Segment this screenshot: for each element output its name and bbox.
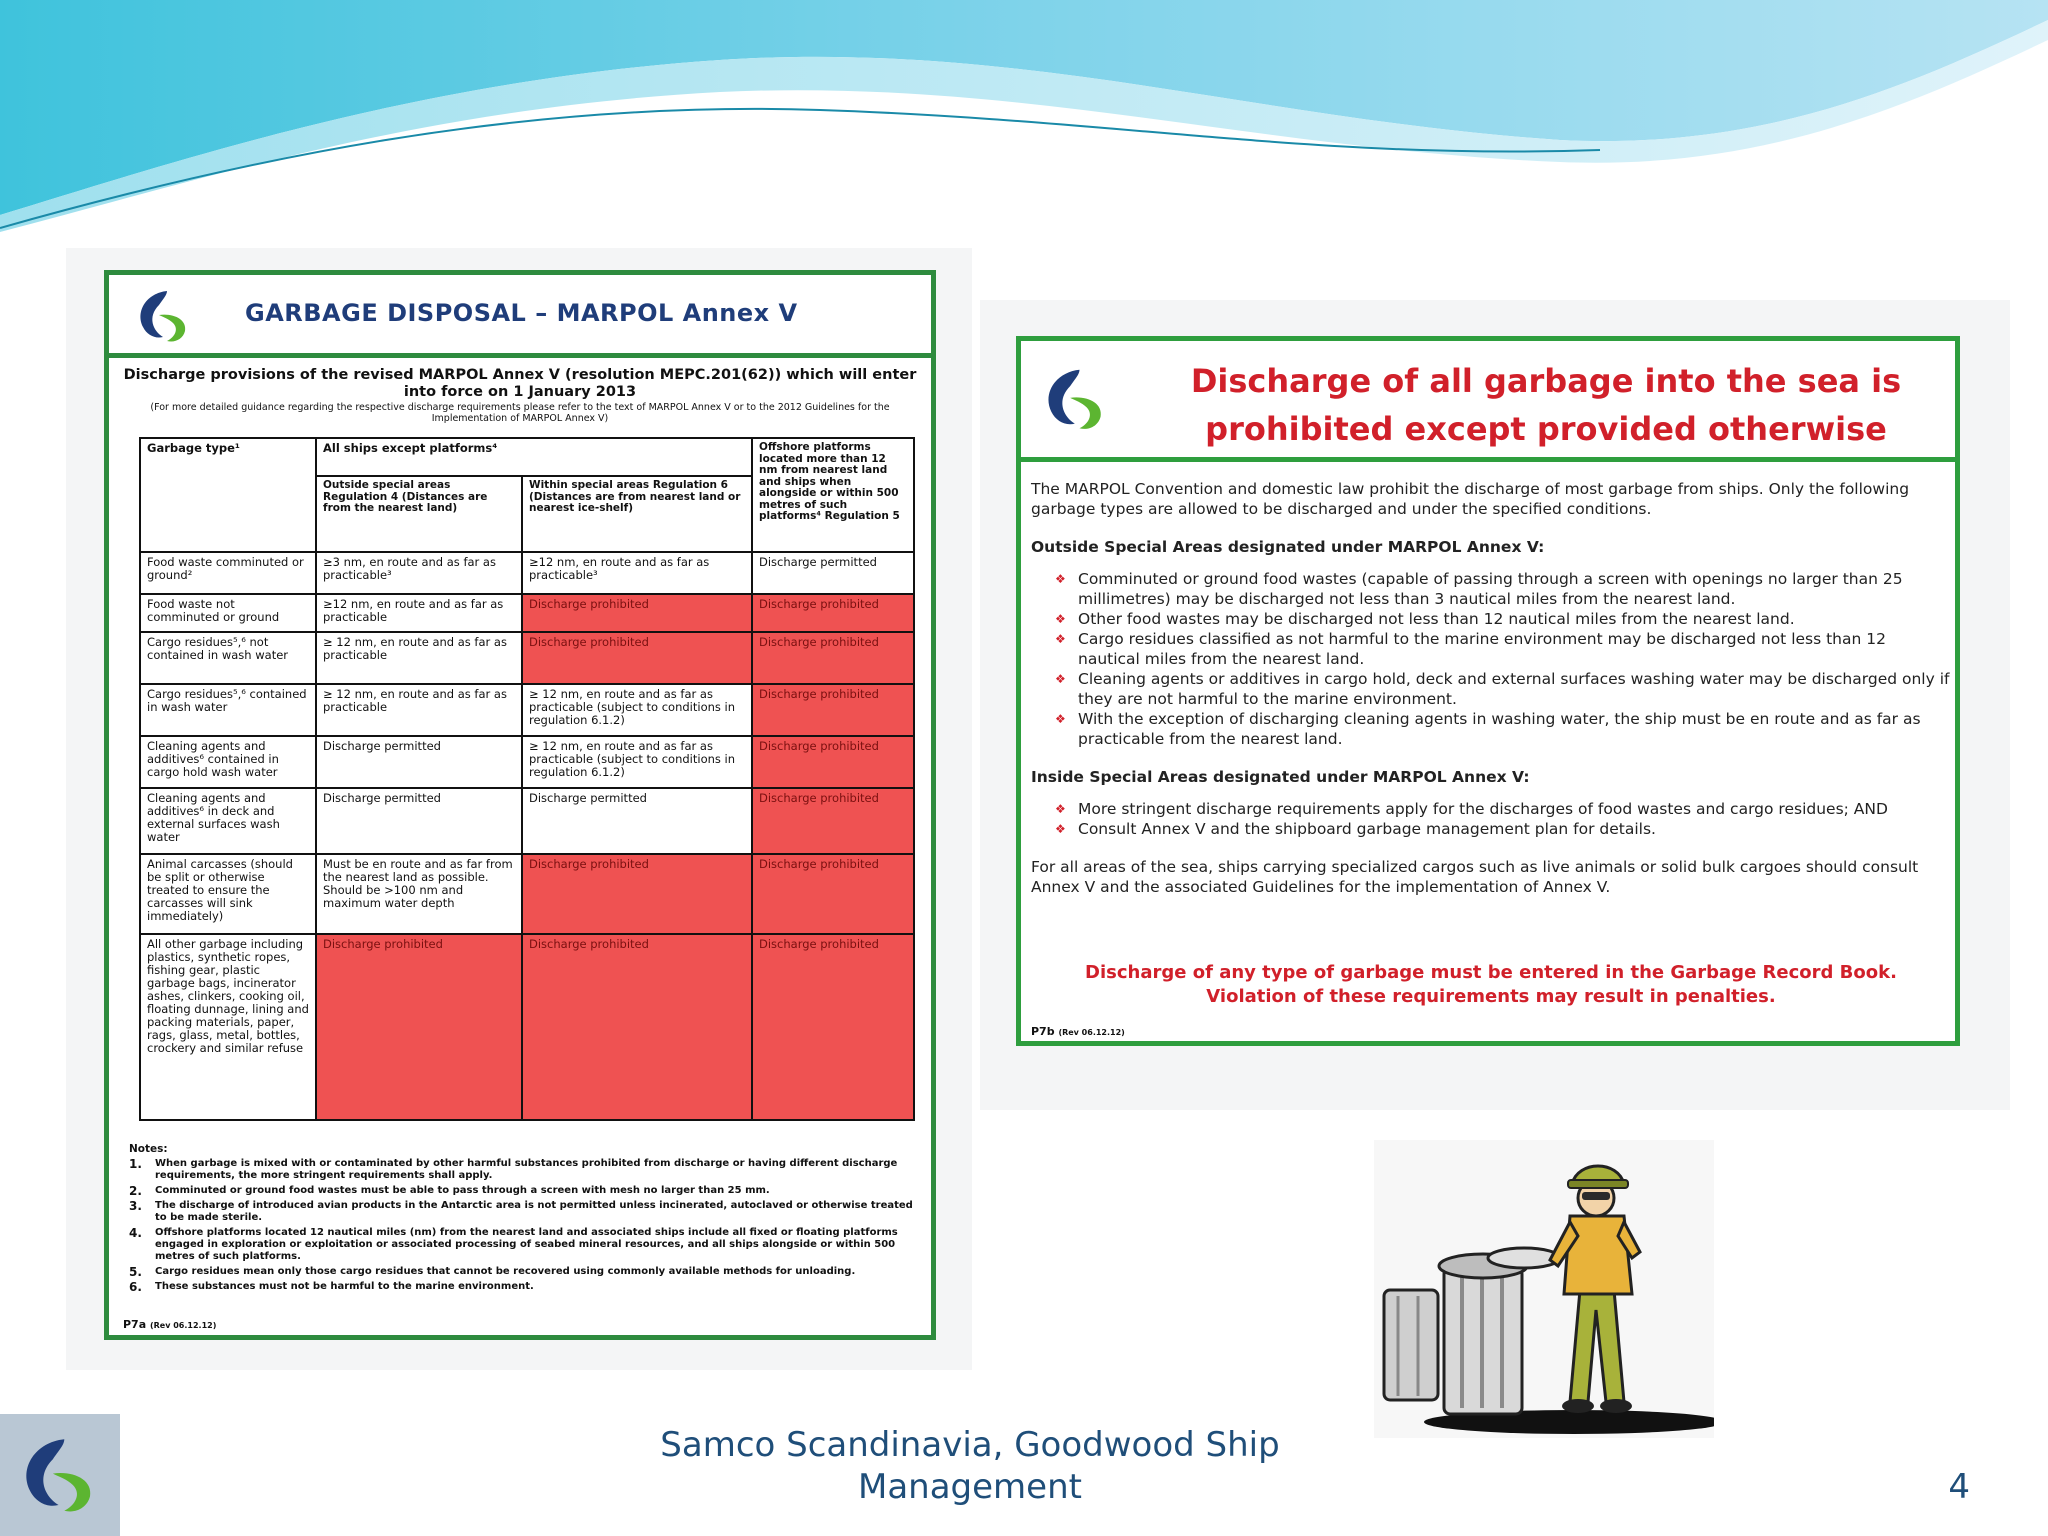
company-logo-icon (10, 1422, 110, 1528)
warning-line-1: Discharge of any type of garbage must be entered in the Garbage Record Book. (1085, 962, 1897, 983)
right-poster-header (1021, 341, 1955, 462)
table-row (140, 934, 914, 1120)
note-text: These substances must not be harmful to the marine environment. (155, 1281, 534, 1292)
note-item (129, 1200, 919, 1224)
table-row (140, 632, 914, 684)
notes-heading: Notes: (129, 1143, 168, 1155)
cell-garbage-type: Animal carcasses (should be split or otherwise treated to ensure the carcasses will sink immediately) (140, 854, 316, 934)
note-text: Cargo residues mean only those cargo residues that cannot be recovered using commonly available methods for unloading. (155, 1266, 856, 1277)
footer-line-1: Samco Scandinavia, Goodwood Ship (660, 1425, 1280, 1465)
note-number: 6. (129, 1280, 142, 1294)
cell-offshore: Discharge prohibited (752, 736, 914, 788)
outside-special-areas-list (1031, 569, 1951, 749)
cell-within: ≥12 nm, en route and as far as practicable³ (522, 552, 752, 594)
note-number: 2. (129, 1184, 142, 1198)
table-row (140, 854, 914, 934)
company-logo-icon (1035, 359, 1117, 439)
cell-within: ≥ 12 nm, en route and as far as practicable (subject to conditions in regulation 6.1.2) (522, 684, 752, 736)
inside-special-areas-heading: Inside Special Areas designated under MARPOL Annex V: (1031, 768, 1530, 786)
cell-outside: Discharge permitted (316, 788, 522, 854)
list-item: ❖ Cleaning agents or additives in cargo hold, deck and external surfaces washing water may be discharged only if they are not harmful to the marine environment. (1031, 669, 1951, 709)
cell-outside: ≥12 nm, en route and as far as practicable (316, 594, 522, 632)
note-text: Comminuted or ground food wastes must be able to pass through a screen with mesh no larger than 25 mm. (155, 1185, 770, 1196)
note-number: 4. (129, 1226, 142, 1240)
inside-special-areas-list (1031, 799, 1951, 839)
cell-offshore: Discharge prohibited (752, 854, 914, 934)
note-item (129, 1158, 919, 1182)
marpol-annex-v-poster (104, 270, 936, 1340)
cell-within: Discharge prohibited (522, 934, 752, 1120)
header-wave-decoration (0, 0, 2048, 240)
cell-outside: Discharge permitted (316, 736, 522, 788)
note-item (129, 1281, 919, 1293)
list-item: ❖ Other food wastes may be discharged not less than 12 nautical miles from the nearest land. (1031, 609, 1951, 629)
header-all-ships: All ships except platforms⁴ (316, 438, 752, 476)
outside-special-areas-heading: Outside Special Areas designated under MARPOL Annex V: (1031, 538, 1545, 556)
cell-offshore: Discharge prohibited (752, 934, 914, 1120)
notes-section (129, 1143, 919, 1293)
discharge-provisions-table (139, 437, 915, 1121)
poster-code-label: P7b (1031, 1025, 1055, 1038)
poster-rev-label: (Rev 06.12.12) (149, 1321, 217, 1330)
cell-offshore: Discharge prohibited (752, 684, 914, 736)
list-item: ❖ Comminuted or ground food wastes (capable of passing through a screen with openings no larger than 25 millimetres) may be discharged not less than 3 nautical miles from the nearest land. (1031, 569, 1951, 609)
header-within-special-areas: Within special areas Regulation 6 (Distances are from nearest land or nearest ice-shelf) (522, 476, 752, 552)
cell-outside: Must be en route and as far from the nearest land as possible. Should be >100 nm and maximum water depth (316, 854, 522, 934)
note-text: When garbage is mixed with or contaminated by other harmful substances prohibited from discharge or having different discharge requirements, the more stringent requirements shall apply. (155, 1158, 898, 1181)
cell-garbage-type: Cargo residues⁵,⁶ contained in wash water (140, 684, 316, 736)
cell-outside: ≥ 12 nm, en route and as far as practicable (316, 684, 522, 736)
note-text: Offshore platforms located 12 nautical miles (nm) from the nearest land and associated ships include all fixed or floating platforms engaged in exploration or exploitation or associated processing of seabed mineral resources, and all ships alongside or within 500 metres of such platforms. (155, 1227, 898, 1262)
left-poster-title: GARBAGE DISPOSAL – MARPOL Annex V (245, 299, 798, 327)
cell-garbage-type: Food waste not comminuted or ground (140, 594, 316, 632)
table-row (140, 684, 914, 736)
note-item (129, 1227, 919, 1263)
garbage-man-clipart (1374, 1140, 1714, 1438)
intro-paragraph: The MARPOL Convention and domestic law prohibit the discharge of most garbage from ships. Only the following garbage types are allowed to be discharged and under the specified conditions. (1031, 480, 1910, 518)
note-item (129, 1266, 919, 1278)
header-offshore: Offshore platforms located more than 12 nm from nearest land and ships when alongside or within 500 metres of such platforms⁴ Regulation 5 (752, 438, 914, 552)
cell-offshore: Discharge prohibited (752, 632, 914, 684)
note-text: The discharge of introduced avian products in the Antarctic area is not permitted unless incinerated, autoclaved or otherwise treated to be made sterile. (155, 1200, 913, 1223)
table-row (140, 736, 914, 788)
cell-outside: Discharge prohibited (316, 934, 522, 1120)
cell-garbage-type: Food waste comminuted or ground² (140, 552, 316, 594)
cell-garbage-type: Cleaning agents and additives⁶ contained in cargo hold wash water (140, 736, 316, 788)
garbage-record-book-warning (1031, 961, 1951, 1009)
cell-within: Discharge prohibited (522, 632, 752, 684)
company-logo-icon (129, 287, 199, 345)
cell-garbage-type: Cargo residues⁵,⁶ not contained in wash water (140, 632, 316, 684)
table-header-row (140, 438, 914, 476)
table-row (140, 552, 914, 594)
left-poster-guidance: (For more detailed guidance regarding the respective discharge requirements please refer to the text of MARPOL Annex V or to the 2012 Guidelines for the Implementation of MARPOL Annex V) (150, 402, 890, 424)
cell-within: Discharge prohibited (522, 594, 752, 632)
right-poster-code (1031, 1025, 1125, 1038)
cell-within: Discharge permitted (522, 788, 752, 854)
left-poster-header (109, 275, 931, 358)
note-number: 5. (129, 1265, 142, 1279)
cell-outside: ≥ 12 nm, en route and as far as practicable (316, 632, 522, 684)
footer-line-2: Management (858, 1467, 1082, 1507)
note-number: 1. (129, 1157, 142, 1171)
poster-rev-label: (Rev 06.12.12) (1058, 1028, 1125, 1037)
page-number: 4 (1948, 1467, 1970, 1507)
garbage-discharge-prohibited-poster (1016, 336, 1960, 1046)
note-number: 3. (129, 1199, 142, 1213)
table-row (140, 594, 914, 632)
title-line-1: Discharge of all garbage into the sea is (1190, 362, 1902, 400)
cell-outside: ≥3 nm, en route and as far as practicable³ (316, 552, 522, 594)
cell-offshore: Discharge prohibited (752, 594, 914, 632)
right-poster-body (1031, 479, 1951, 897)
left-poster-code (123, 1318, 216, 1331)
cell-within: Discharge prohibited (522, 854, 752, 934)
header-outside-special-areas: Outside special areas Regulation 4 (Distances are from the nearest land) (316, 476, 522, 552)
cell-offshore: Discharge permitted (752, 552, 914, 594)
table-row (140, 788, 914, 854)
header-garbage-type: Garbage type¹ (140, 438, 316, 552)
list-item: ❖ Cargo residues classified as not harmful to the marine environment may be discharged not less than 12 nautical miles from the nearest land. (1031, 629, 1951, 669)
list-item: ❖ With the exception of discharging cleaning agents in washing water, the ship must be en route and as far as practicable from the nearest land. (1031, 709, 1951, 749)
list-item: ❖ More stringent discharge requirements apply for the discharges of food wastes and cargo residues; AND (1031, 799, 1951, 819)
title-line-2: prohibited except provided otherwise (1205, 410, 1887, 448)
left-poster-subtitle: Discharge provisions of the revised MARPOL Annex V (resolution MEPC.201(62)) which will enter into force on 1 January 2013 (123, 367, 917, 400)
footer-logo (0, 1414, 120, 1536)
cell-offshore: Discharge prohibited (752, 788, 914, 854)
all-areas-paragraph: For all areas of the sea, ships carrying specialized cargos such as live animals or solid bulk cargoes should consult Annex V and the associated Guidelines for the implementation of Annex V. (1031, 858, 1919, 896)
cell-garbage-type: Cleaning agents and additives⁶ in deck and external surfaces wash water (140, 788, 316, 854)
poster-code-label: P7a (123, 1318, 147, 1331)
cell-garbage-type: All other garbage including plastics, synthetic ropes, fishing gear, plastic garbage bags, incinerator ashes, clinkers, cooking oil, floating dunnage, lining and packing materials, paper, rags, glass, metal, bottles, crockery and similar refuse (140, 934, 316, 1120)
cell-within: ≥ 12 nm, en route and as far as practicable (subject to conditions in regulation 6.1.2) (522, 736, 752, 788)
list-item: ❖ Consult Annex V and the shipboard garbage management plan for details. (1031, 819, 1951, 839)
footer-company-name (620, 1424, 1320, 1508)
warning-line-2: Violation of these requirements may result in penalties. (1206, 986, 1776, 1007)
note-item (129, 1185, 919, 1197)
right-poster-title (1151, 357, 1941, 453)
